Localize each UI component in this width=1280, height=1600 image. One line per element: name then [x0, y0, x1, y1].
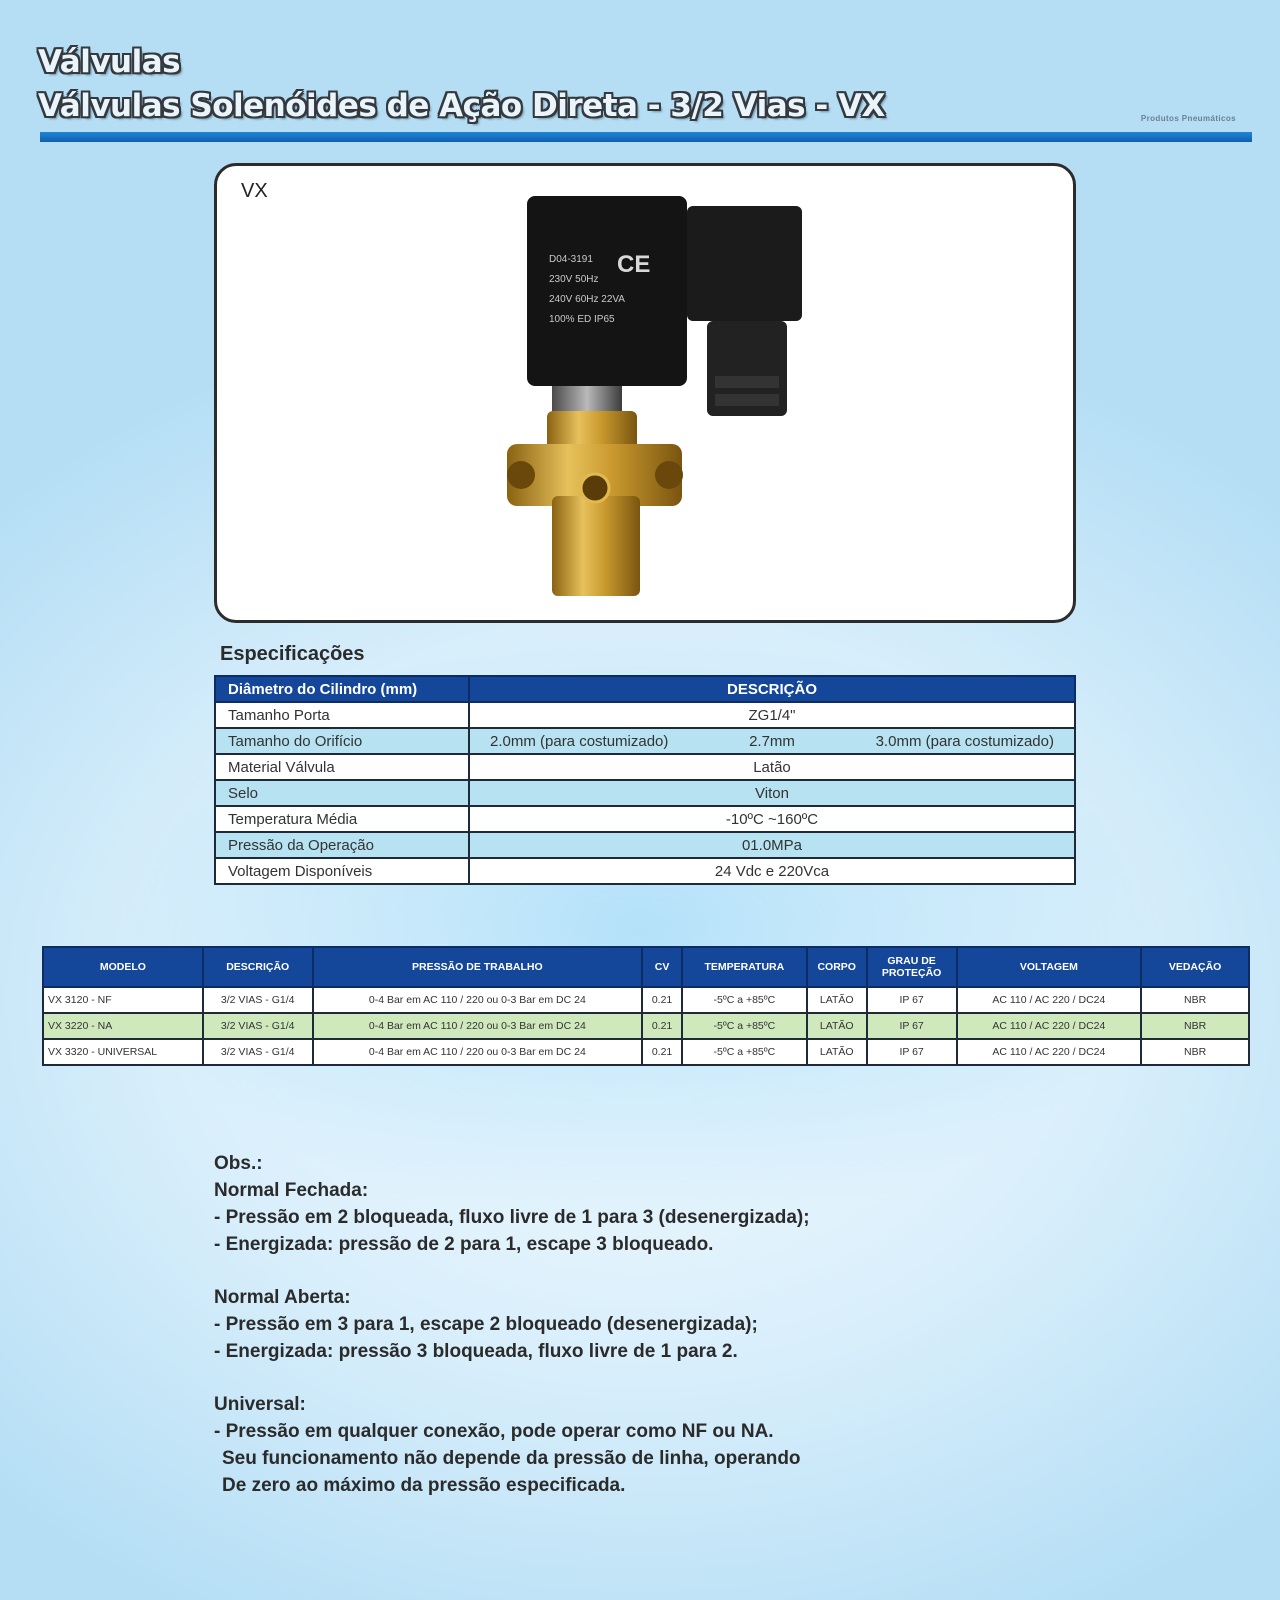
model-cell: 0-4 Bar em AC 110 / 220 ou 0-3 Bar em DC 24 — [313, 987, 642, 1013]
models-col-header: DESCRIÇÃO — [203, 947, 313, 987]
ce-mark: CE — [617, 251, 651, 278]
spec-value: 24 Vdc e 220Vca — [469, 858, 1075, 884]
solenoid-valve-image — [507, 196, 817, 596]
note-line: De zero ao máximo da pressão especificada. — [222, 1475, 626, 1496]
spec-label: Material Válvula — [215, 754, 469, 780]
gland-ring — [715, 394, 779, 406]
product-label: VX — [241, 180, 268, 202]
nf-heading: Normal Fechada: — [214, 1180, 369, 1201]
brass-body-lower — [552, 496, 640, 596]
note-line: - Pressão em qualquer conexão, pode operar como NF ou NA. — [214, 1421, 774, 1442]
table-row — [215, 780, 1075, 806]
notes-obs-label: Obs.: — [214, 1153, 263, 1174]
orifice-option: 2.7mm — [749, 732, 795, 750]
model-cell: AC 110 / AC 220 / DC24 — [957, 1013, 1142, 1039]
specs-header-row — [215, 676, 1075, 702]
models-col-header: CORPO — [807, 947, 867, 987]
model-cell: LATÃO — [807, 987, 867, 1013]
table-row — [43, 1013, 1249, 1039]
spec-label: Tamanho do Orifício — [215, 728, 469, 754]
table-row — [215, 754, 1075, 780]
coil-text-line: D04-3191 — [549, 254, 593, 265]
gland-ring — [715, 376, 779, 388]
spec-label: Tamanho Porta — [215, 702, 469, 728]
model-cell: AC 110 / AC 220 / DC24 — [957, 987, 1142, 1013]
model-cell: IP 67 — [867, 987, 957, 1013]
notes-section — [214, 1150, 810, 1525]
coil-text-line: 240V 60Hz 22VA — [549, 294, 625, 305]
product-photo-frame — [214, 163, 1076, 623]
models-col-header: PRESSÃO DE TRABALHO — [313, 947, 642, 987]
spec-label: Pressão da Operação — [215, 832, 469, 858]
port-2-icon — [655, 461, 683, 489]
models-col-header: MODELO — [43, 947, 203, 987]
table-row — [215, 858, 1075, 884]
orifice-option: 3.0mm (para costumizado) — [875, 732, 1054, 750]
models-col-header: CV — [642, 947, 682, 987]
note-line: - Energizada: pressão de 2 para 1, escape 3 bloqueado. — [214, 1234, 714, 1255]
table-row — [215, 832, 1075, 858]
specs-table — [214, 675, 1076, 885]
model-cell: 3/2 VIAS - G1/4 — [203, 1039, 313, 1065]
orifice-option: 2.0mm (para costumizado) — [490, 732, 669, 750]
brand-tag: Produtos Pneumáticos — [1140, 114, 1236, 123]
model-cell: IP 67 — [867, 1039, 957, 1065]
model-cell: 0.21 — [642, 987, 682, 1013]
note-line: Seu funcionamento não depende da pressão de linha, operando — [222, 1448, 801, 1469]
title-line-2: Válvulas Solenóides de Ação Direta - 3/2 Vias - VX — [38, 88, 885, 124]
model-cell: NBR — [1141, 1039, 1249, 1065]
spec-label: Voltagem Disponíveis — [215, 858, 469, 884]
specs-col-header: DESCRIÇÃO — [469, 676, 1075, 702]
na-heading: Normal Aberta: — [214, 1287, 351, 1308]
title-line-1: Válvulas — [38, 44, 181, 80]
din-connector — [687, 206, 802, 321]
models-table — [42, 946, 1250, 1066]
model-cell: 3/2 VIAS - G1/4 — [203, 1013, 313, 1039]
models-col-header: TEMPERATURA — [682, 947, 807, 987]
specs-col-header: Diâmetro do Cilindro (mm) — [215, 676, 469, 702]
note-line: - Energizada: pressão 3 bloqueada, fluxo livre de 1 para 2. — [214, 1341, 738, 1362]
spec-value: 01.0MPa — [469, 832, 1075, 858]
model-cell: 0.21 — [642, 1013, 682, 1039]
header-divider — [40, 132, 1252, 142]
model-cell: IP 67 — [867, 1013, 957, 1039]
table-row — [43, 1039, 1249, 1065]
model-cell: 0.21 — [642, 1039, 682, 1065]
model-cell: -5ºC a +85ºC — [682, 1013, 807, 1039]
note-line: - Pressão em 3 para 1, escape 2 bloqueado (desenergizada); — [214, 1314, 758, 1335]
models-col-header: VOLTAGEM — [957, 947, 1142, 987]
model-cell: LATÃO — [807, 1013, 867, 1039]
model-cell: 0-4 Bar em AC 110 / 220 ou 0-3 Bar em DC 24 — [313, 1039, 642, 1065]
specs-heading: Especificações — [220, 643, 365, 665]
table-row — [215, 806, 1075, 832]
spec-label: Selo — [215, 780, 469, 806]
model-cell: VX 3220 - NA — [43, 1013, 203, 1039]
coil-text-line: 230V 50Hz — [549, 274, 599, 285]
models-header-row — [43, 947, 1249, 987]
solenoid-coil — [527, 196, 687, 386]
model-cell: NBR — [1141, 987, 1249, 1013]
model-cell: NBR — [1141, 1013, 1249, 1039]
spec-value — [469, 728, 1075, 754]
table-row — [215, 702, 1075, 728]
coil-text-line: 100% ED IP65 — [549, 314, 615, 325]
model-cell: LATÃO — [807, 1039, 867, 1065]
model-cell: 3/2 VIAS - G1/4 — [203, 987, 313, 1013]
table-row — [215, 728, 1075, 754]
universal-heading: Universal: — [214, 1394, 306, 1415]
port-3-icon — [581, 474, 609, 502]
port-1-icon — [507, 461, 535, 489]
spec-value: Viton — [469, 780, 1075, 806]
model-cell: AC 110 / AC 220 / DC24 — [957, 1039, 1142, 1065]
spec-value: -10ºC ~160ºC — [469, 806, 1075, 832]
spec-value: ZG1/4" — [469, 702, 1075, 728]
spec-value: Latão — [469, 754, 1075, 780]
note-line: - Pressão em 2 bloqueada, fluxo livre de 1 para 3 (desenergizada); — [214, 1207, 810, 1228]
page-title — [38, 40, 885, 128]
table-row — [43, 987, 1249, 1013]
model-cell: VX 3120 - NF — [43, 987, 203, 1013]
models-col-header: GRAU DE PROTEÇÃO — [867, 947, 957, 987]
model-cell: 0-4 Bar em AC 110 / 220 ou 0-3 Bar em DC 24 — [313, 1013, 642, 1039]
models-col-header: VEDAÇÃO — [1141, 947, 1249, 987]
spec-label: Temperatura Média — [215, 806, 469, 832]
model-cell: -5ºC a +85ºC — [682, 987, 807, 1013]
model-cell: VX 3320 - UNIVERSAL — [43, 1039, 203, 1065]
model-cell: -5ºC a +85ºC — [682, 1039, 807, 1065]
